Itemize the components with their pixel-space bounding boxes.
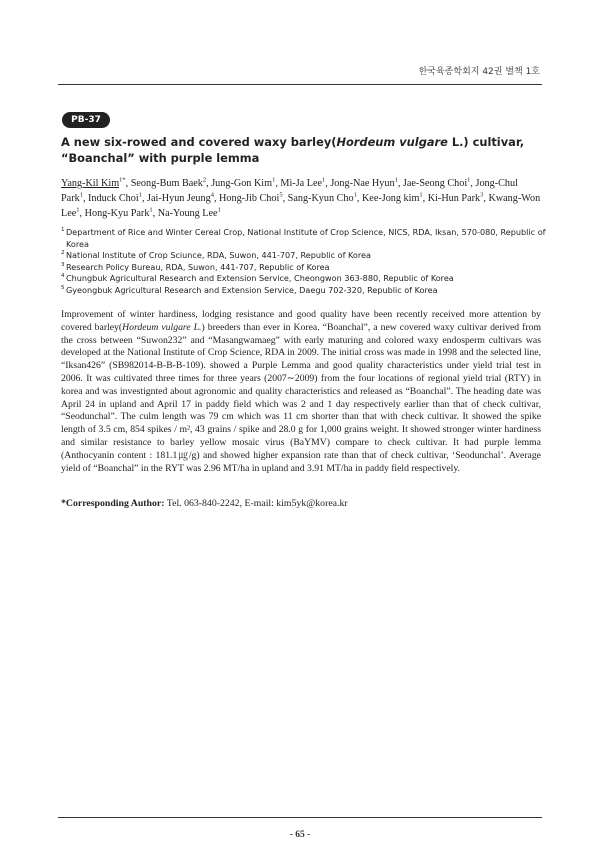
author-name: Ki-Hun Park [427, 193, 481, 204]
abstract-species: Hordeum vulgare L. [122, 321, 202, 333]
journal-header: 한국육종학회지 42권 별책 1호 [418, 67, 540, 77]
affiliation-sup: 4 [61, 273, 65, 280]
corresponding-contact: Tel. 063-840-2242, E-mail: kim5yk@korea.kr [164, 498, 348, 509]
author-name: Kwang-Won Lee [61, 193, 541, 219]
affiliation-text: Department of Rice and Winter Cereal Crop, National Institute of Crop Science, NICS, RDA, Iksan, 570-080, Republic of Korea [66, 227, 546, 249]
affiliation-sup: 3 [61, 261, 65, 268]
author-name: Sang-Kyun Cho [287, 193, 354, 204]
author-affiliation-sup: 1 [419, 191, 423, 199]
abstract-text-2: ) breeders than ever in Korea. “Boanchal”, a new covered waxy cultivar derived from the cross between “Suwon232” and “Masangwamaeg” with early maturing and colored waxy endosperm cultivars was developed at the National Institute of Crop Science, RDA in 2009. The initial cross was made in 1998 and the selected line, “Iksan426” (SB982014-B-B-B-109). showed a Purple Lemma and good quality characteristics under yield trial test in 2006. It was cultivated three times for three years (2007∼2009) from the four locations of regional yield trial (RTY) in korea and was investignted about agronomic and quality characteristics and released as “Boanchal”. The heading date was April 24 in upland and April 17 in paddy field which was 2 and 1 day respectively earlier than that of check cultivar, “Seodunchal”. The culm length was 79 cm which was 11 cm shorter than that with check cultivar. It showed the spike length of 3.5 cm, 854 spikes / m², 43 grains / spike and 28.0 g for 1,000 grains weight. It showed stronger winter hardiness and similar resistance to barley yellow mosaic virus (BaYMV) compare to check cultivar. It had purple lemma (Anthocyanin content : 181.1㎍/g) and showed higher expansion rate than that of check cultivar, ‘Seodunchal’. Average yield of “Boanchal” in the RYT was 2.96 MT/ha in upland and 3.91 MT/ha in paddy field respectively. [61, 321, 541, 474]
first-author-sup: 1* [119, 176, 126, 184]
author-name: Hong-Jib Choi [219, 193, 280, 204]
affiliation-item [61, 273, 551, 285]
title-part2: L.) cultivar, “Boanchal” with purple lemma [61, 135, 525, 165]
corresponding-label: *Corresponding Author: [61, 498, 165, 509]
paper-title [61, 134, 551, 166]
poster-badge: PB-37 [62, 112, 110, 128]
author-affiliation-sup: 2 [202, 176, 207, 184]
author-list: Yang-Kil Kim$^{1*}$, Seong-Bum Baek$^2$, Jung-Gon Kim$^1$, Mi-Ja Lee$^1$, Jong-Nae Hyun$^1$, Jae-Seong Choi$^1$, Jong-Chul Park$^1$, Induck Choi$^1$, Jai-Hyun Jeung$^4$, Hong-Jib Choi$^5$, Sang-Kyun Cho$^1$, Kee-Jong kim$^1$, Ki-Hun Park$^3$, Kwang-Won Lee$^1$, Hong-Kyu Park$^1$, Na-Young Lee$^1$ [61, 176, 541, 219]
author-name: Jung-Gon Kim [211, 178, 273, 189]
author-affiliation-sup: 1 [353, 191, 357, 199]
author-affiliation-sup: 1 [138, 191, 142, 199]
affiliation-list [61, 227, 551, 297]
author-name: Induck Choi [88, 193, 139, 204]
author-name: Mi-Ja Lee [280, 178, 322, 189]
author-affiliation-sup: 5 [279, 191, 283, 199]
affiliation-item [61, 227, 551, 250]
author-affiliation-sup: 1 [76, 206, 80, 214]
affiliation-text: Chungbuk Agricultural Research and Extension Service, Cheongwon 363-880, Republic of Korea [66, 273, 454, 284]
author-affiliation-sup: 1 [149, 206, 153, 214]
author-affiliation-sup: 1 [322, 176, 326, 184]
page-number: - 65 - [289, 830, 311, 840]
author-name: Jong-Nae Hyun [330, 178, 395, 189]
affiliation-item [61, 250, 551, 262]
affiliation-text: Research Policy Bureau, RDA, Suwon, 441-707, Republic of Korea [66, 261, 330, 272]
corresponding-author [61, 498, 541, 509]
abstract-text-1: Improvement of winter hardiness, lodging resistance and good quality have been recently received more attention by covered barley( [61, 309, 541, 333]
affiliation-item [61, 262, 551, 274]
author-name: Na-Young Lee [157, 208, 218, 219]
author-affiliation-sup: 1 [272, 176, 276, 184]
affiliation-item [61, 285, 551, 297]
author-affiliation-sup: 1 [79, 191, 83, 199]
title-part1: A new six-rowed and covered waxy barley( [61, 135, 337, 149]
affiliation-text: Gyeongbuk Agricultural Research and Extension Service, Daegu 702-320, Republic of Korea [66, 284, 438, 295]
author-affiliation-sup: 4 [210, 191, 214, 199]
footer-rule [58, 817, 542, 818]
author-name: Seong-Bum Baek [130, 178, 203, 189]
affiliation-sup: 1 [61, 227, 65, 233]
author-name: Kee-Jong kim [361, 193, 420, 204]
affiliation-sup: 2 [61, 250, 65, 257]
first-author: Yang-Kil Kim [61, 178, 120, 189]
affiliation-sup: 5 [61, 284, 65, 291]
title-species: Hordeum vulgare [336, 135, 448, 149]
author-affiliation-sup: 1 [467, 176, 471, 184]
header-rule [58, 84, 542, 85]
author-name: Jae-Seong Choi [402, 178, 468, 189]
author-affiliation-sup: 1 [394, 176, 398, 184]
author-affiliation-sup: 3 [480, 191, 484, 199]
author-affiliation-sup: 1 [217, 206, 221, 214]
author-name: Jong-Chul Park [61, 178, 518, 204]
author-name: Jai-Hyun Jeung [147, 193, 211, 204]
abstract [61, 309, 541, 475]
affiliation-text: National Institute of Crop Sciunce, RDA, Suwon, 441-707, Republic of Korea [66, 250, 371, 261]
author-name: Hong-Kyu Park [84, 208, 150, 219]
